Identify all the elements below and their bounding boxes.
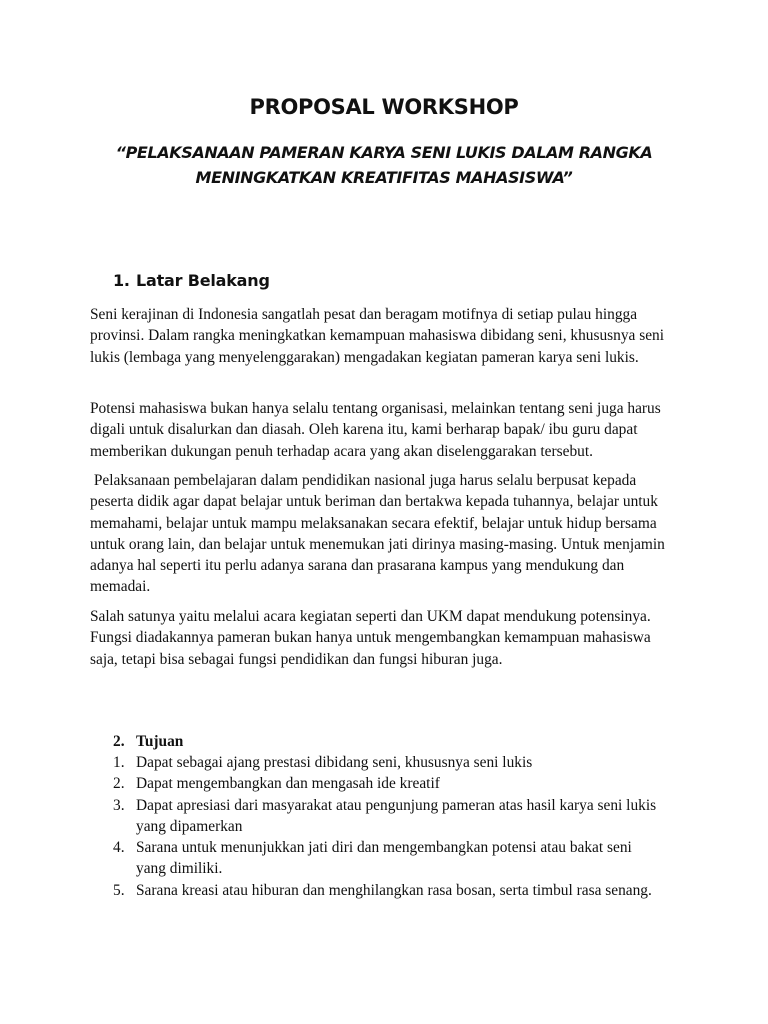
paragraph-2: Potensi mahasiswa bukan hanya selalu tentang organisasi, melainkan tentang seni juga harus digali untuk disalurkan dan diasah. Oleh karena itu, kami berharap bapak/ ibu guru dapat memberikan dukungan penuh terhadap acara yang akan diselenggarakan tersebut. (90, 400, 661, 460)
list-item-number: 5. (113, 881, 125, 899)
list-item (113, 837, 658, 880)
list-item-text: Dapat mengembangkan dan mengasah ide kreatif (136, 775, 440, 793)
list-item-number: 3. (113, 796, 125, 814)
paragraph-1: Seni kerajinan di Indonesia sangatlah pesat dan beragam motifnya di setiap pulau hingga provinsi. Dalam rangka meningkatkan kemampuan mahasiswa dibidang seni, khususnya seni lukis (lembaga yang menyelenggarakan) mengadakan kegiatan pameran karya seni lukis. (90, 306, 665, 366)
section-number: 2. (113, 733, 125, 750)
list-item (113, 795, 658, 838)
list-item-text: Dapat apresiasi dari masyarakat atau pengunjung pameran atas hasil karya seni lukis yang dipamerkan (136, 796, 657, 835)
section-heading-text: Latar Belakang (136, 271, 270, 290)
list-item (113, 773, 658, 794)
list-item-text: Sarana untuk menunjukkan jati diri dan mengembangkan potensi atau bakat seni yang dimiliki. (136, 839, 632, 878)
document-subtitle: “PELAKSANAAN PAMERAN KARYA SENI LUKIS DALAM RANGKA MENINGKATKAN KREATIFITAS MAHASISWA” (115, 143, 653, 187)
section-heading-latar-belakang (113, 271, 270, 290)
section-number: 1. (113, 271, 130, 290)
section-heading-tujuan (113, 731, 183, 752)
list-item-number: 4. (113, 839, 125, 857)
document-title: PROPOSAL WORKSHOP (249, 95, 519, 119)
list-item-number: 1. (113, 754, 125, 771)
list-item-number: 2. (113, 775, 125, 793)
section-heading-text: Tujuan (136, 733, 184, 750)
list-item-text: Sarana kreasi atau hiburan dan menghilangkan rasa bosan, serta timbul rasa senang. (136, 881, 652, 899)
goals-list (113, 752, 658, 901)
list-item-text: Dapat sebagai ajang prestasi dibidang seni, khususnya seni lukis (136, 754, 533, 771)
list-item (113, 752, 658, 773)
paragraph-4: Salah satunya yaitu melalui acara kegiatan seperti dan UKM dapat mendukung potensinya. Fungsi diadakannya pameran bukan hanya untuk mengembangkan kemampuan mahasiswa saja, tetapi bisa sebagai fungsi pendidikan dan fungsi hiburan juga. (90, 608, 651, 668)
list-item (113, 880, 658, 901)
paragraph-3: Pelaksanaan pembelajaran dalam pendidikan nasional juga harus selalu berpusat kepada peserta didik agar dapat belajar untuk beriman dan bertakwa kepada tuhannya, belajar untuk memahami, belajar untuk mampu melaksanakan secara efektif, belajar untuk hidup bersama untuk orang lain, dan belajar untuk menemukan jati dirinya masing-masing. Untuk menjamin adanya hal seperti itu perlu adanya sarana dan prasarana kampus yang mendukung dan memadai. (90, 472, 669, 596)
